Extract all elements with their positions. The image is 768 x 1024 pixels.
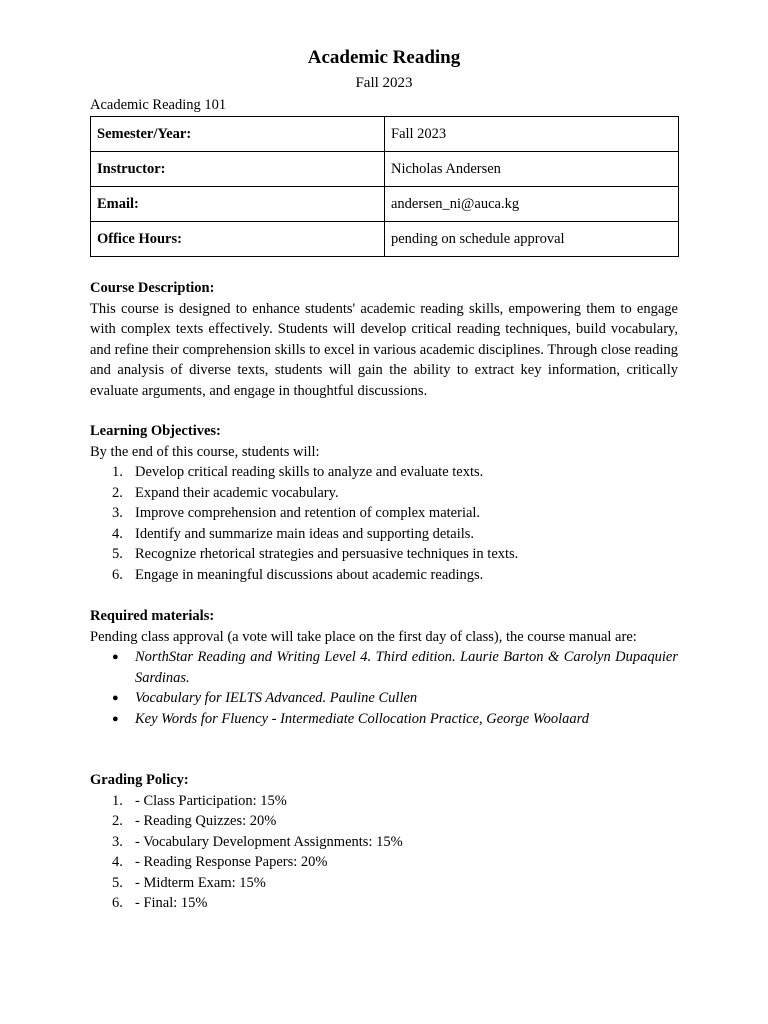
section-heading: Course Description:: [90, 280, 215, 296]
list-item-text: - Class Participation: 15%: [135, 792, 287, 809]
bullet-icon: ●: [112, 651, 119, 663]
list-item-text: Recognize rhetorical strategies and persuasive techniques in texts.: [135, 546, 519, 562]
course-description-section: [90, 278, 678, 401]
list-item-text: - Final: 15%: [135, 895, 208, 911]
list-item: [90, 544, 678, 565]
list-item-text: - Midterm Exam: 15%: [135, 874, 266, 891]
section-heading: Required materials:: [90, 608, 215, 624]
list-item: [90, 893, 678, 914]
list-number: 6.: [112, 566, 123, 583]
list-number: 6.: [112, 895, 123, 911]
required-materials-section: [90, 606, 678, 729]
list-number: 1.: [112, 464, 123, 480]
list-number: 2.: [112, 813, 123, 829]
list-number: 4.: [112, 854, 123, 870]
materials-list: [90, 647, 678, 729]
list-item: [90, 647, 678, 688]
info-label: Instructor:: [91, 152, 385, 187]
list-number: 4.: [112, 525, 123, 542]
list-item: [90, 688, 678, 709]
section-intro: Pending class approval (a vote will take place on the first day of class), the course manual are:: [90, 628, 637, 645]
list-item: [90, 832, 678, 853]
objectives-list: [90, 462, 678, 585]
list-item-text: - Reading Response Papers: 20%: [135, 854, 328, 870]
list-item-text: Engage in meaningful discussions about academic readings.: [135, 566, 484, 583]
list-number: 5.: [112, 546, 123, 562]
info-label: Office Hours:: [91, 222, 385, 257]
list-item: [90, 483, 678, 504]
table-row: [91, 222, 679, 257]
list-item: [90, 852, 678, 873]
list-item: [90, 462, 678, 483]
list-item-text: Expand their academic vocabulary.: [135, 484, 339, 501]
list-number: 3.: [112, 505, 123, 521]
list-item-text: Improve comprehension and retention of complex material.: [135, 505, 481, 521]
list-item: [90, 565, 678, 586]
list-item: [90, 873, 678, 894]
list-item-text: Vocabulary for IELTS Advanced. Pauline Cullen: [135, 690, 418, 706]
list-item: [90, 811, 678, 832]
section-intro: By the end of this course, students will:: [90, 443, 320, 460]
course-info-table: [90, 116, 679, 257]
section-heading: Grading Policy:: [90, 772, 189, 788]
list-item: [90, 791, 678, 812]
grading-list: [90, 791, 678, 914]
info-value: pending on schedule approval: [385, 222, 679, 257]
list-item: [90, 709, 678, 730]
list-item: [90, 524, 678, 545]
section-heading: Learning Objectives:: [90, 423, 221, 439]
list-item-text: Identify and summarize main ideas and supporting details.: [135, 525, 475, 542]
list-number: 1.: [112, 792, 123, 809]
page-title: Academic Reading: [307, 47, 461, 68]
list-item-text: Develop critical reading skills to analyze and evaluate texts.: [135, 464, 484, 480]
page-subtitle: Fall 2023: [355, 75, 413, 91]
grading-policy-section: [90, 770, 678, 914]
table-row: [91, 152, 679, 187]
list-number: 3.: [112, 833, 123, 850]
list-item-text: Key Words for Fluency - Intermediate Collocation Practice, George Woolaard: [135, 710, 589, 727]
learning-objectives-section: [90, 421, 678, 585]
bullet-icon: ●: [112, 692, 119, 704]
bullet-icon: ●: [112, 712, 119, 725]
table-row: [91, 117, 679, 152]
info-value: Nicholas Andersen: [385, 152, 679, 187]
course-code: Academic Reading 101: [90, 97, 227, 113]
list-item: [90, 503, 678, 524]
list-item-text: - Reading Quizzes: 20%: [135, 813, 277, 829]
list-item-text: - Vocabulary Development Assignments: 15%: [135, 833, 403, 850]
list-number: 2.: [112, 484, 123, 501]
info-label: Semester/Year:: [91, 117, 385, 152]
list-item-text: NorthStar Reading and Writing Level 4. Third edition. Laurie Barton & Carolyn Dupaquier Sardinas.: [135, 649, 678, 686]
table-row: [91, 187, 679, 222]
info-value: andersen_ni@auca.kg: [385, 187, 679, 222]
course-description-text: This course is designed to enhance students' academic reading skills, empowering them to engage with complex texts effectively. Students will develop critical reading techniques, build vocabulary, and refine their comprehension skills to excel in various academic disciplines. Through close reading and analysis of diverse texts, students will gain the ability to extract key information, critically evaluate arguments, and engage in thoughtful discussions.: [90, 300, 678, 399]
info-value: Fall 2023: [385, 117, 679, 152]
info-label: Email:: [91, 187, 385, 222]
list-number: 5.: [112, 874, 123, 891]
